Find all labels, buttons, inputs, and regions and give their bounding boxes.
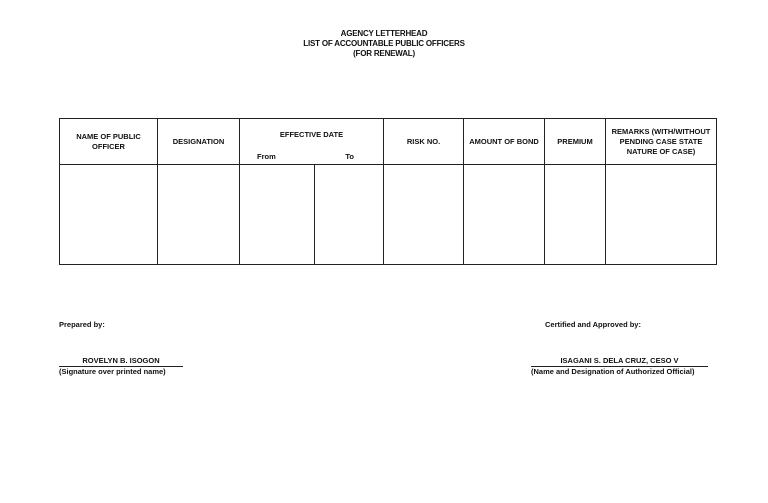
- header-from: From: [257, 152, 276, 161]
- letterhead-subtitle: (FOR RENEWAL): [353, 49, 415, 58]
- header-effective-date-title: EFFECTIVE DATE: [279, 130, 344, 139]
- prepared-by-label: Prepared by:: [59, 320, 105, 329]
- header-remarks: REMARKS (WITH/WITHOUT PENDING CASE STATE NATURE OF CASE): [606, 119, 717, 165]
- approved-by-label: Certified and Approved by:: [545, 320, 641, 329]
- header-to: To: [345, 152, 354, 161]
- header-name: NAME OF PUBLIC OFFICER: [60, 119, 158, 165]
- cell-amount-of-bond[interactable]: [464, 165, 545, 265]
- officers-table: [59, 118, 717, 265]
- table-header-row: [60, 119, 717, 165]
- cell-risk-no[interactable]: [384, 165, 464, 265]
- letterhead-title: LIST OF ACCOUNTABLE PUBLIC OFFICERS: [303, 39, 465, 48]
- letterhead: [0, 29, 768, 59]
- letterhead-agency: AGENCY LETTERHEAD: [340, 29, 428, 38]
- approved-by-block: [531, 356, 708, 377]
- approved-by-caption: (Name and Designation of Authorized Official): [531, 367, 695, 376]
- cell-premium[interactable]: [545, 165, 606, 265]
- cell-from[interactable]: [240, 165, 315, 265]
- table-row: [60, 165, 717, 265]
- cell-remarks[interactable]: [606, 165, 717, 265]
- header-effective-date: [240, 119, 384, 165]
- cell-name[interactable]: [60, 165, 158, 265]
- header-amount-of-bond: AMOUNT OF BOND: [464, 119, 545, 165]
- prepared-by-name: ROVELYN B. ISOGON: [59, 356, 183, 367]
- prepared-by-caption: (Signature over printed name): [59, 367, 166, 376]
- header-risk-no: RISK NO.: [384, 119, 464, 165]
- approved-by-name: ISAGANI S. DELA CRUZ, CESO V: [531, 356, 708, 367]
- cell-designation[interactable]: [158, 165, 240, 265]
- header-designation: DESIGNATION: [158, 119, 240, 165]
- cell-to[interactable]: [315, 165, 384, 265]
- prepared-by-block: [59, 356, 183, 377]
- header-premium: PREMIUM: [545, 119, 606, 165]
